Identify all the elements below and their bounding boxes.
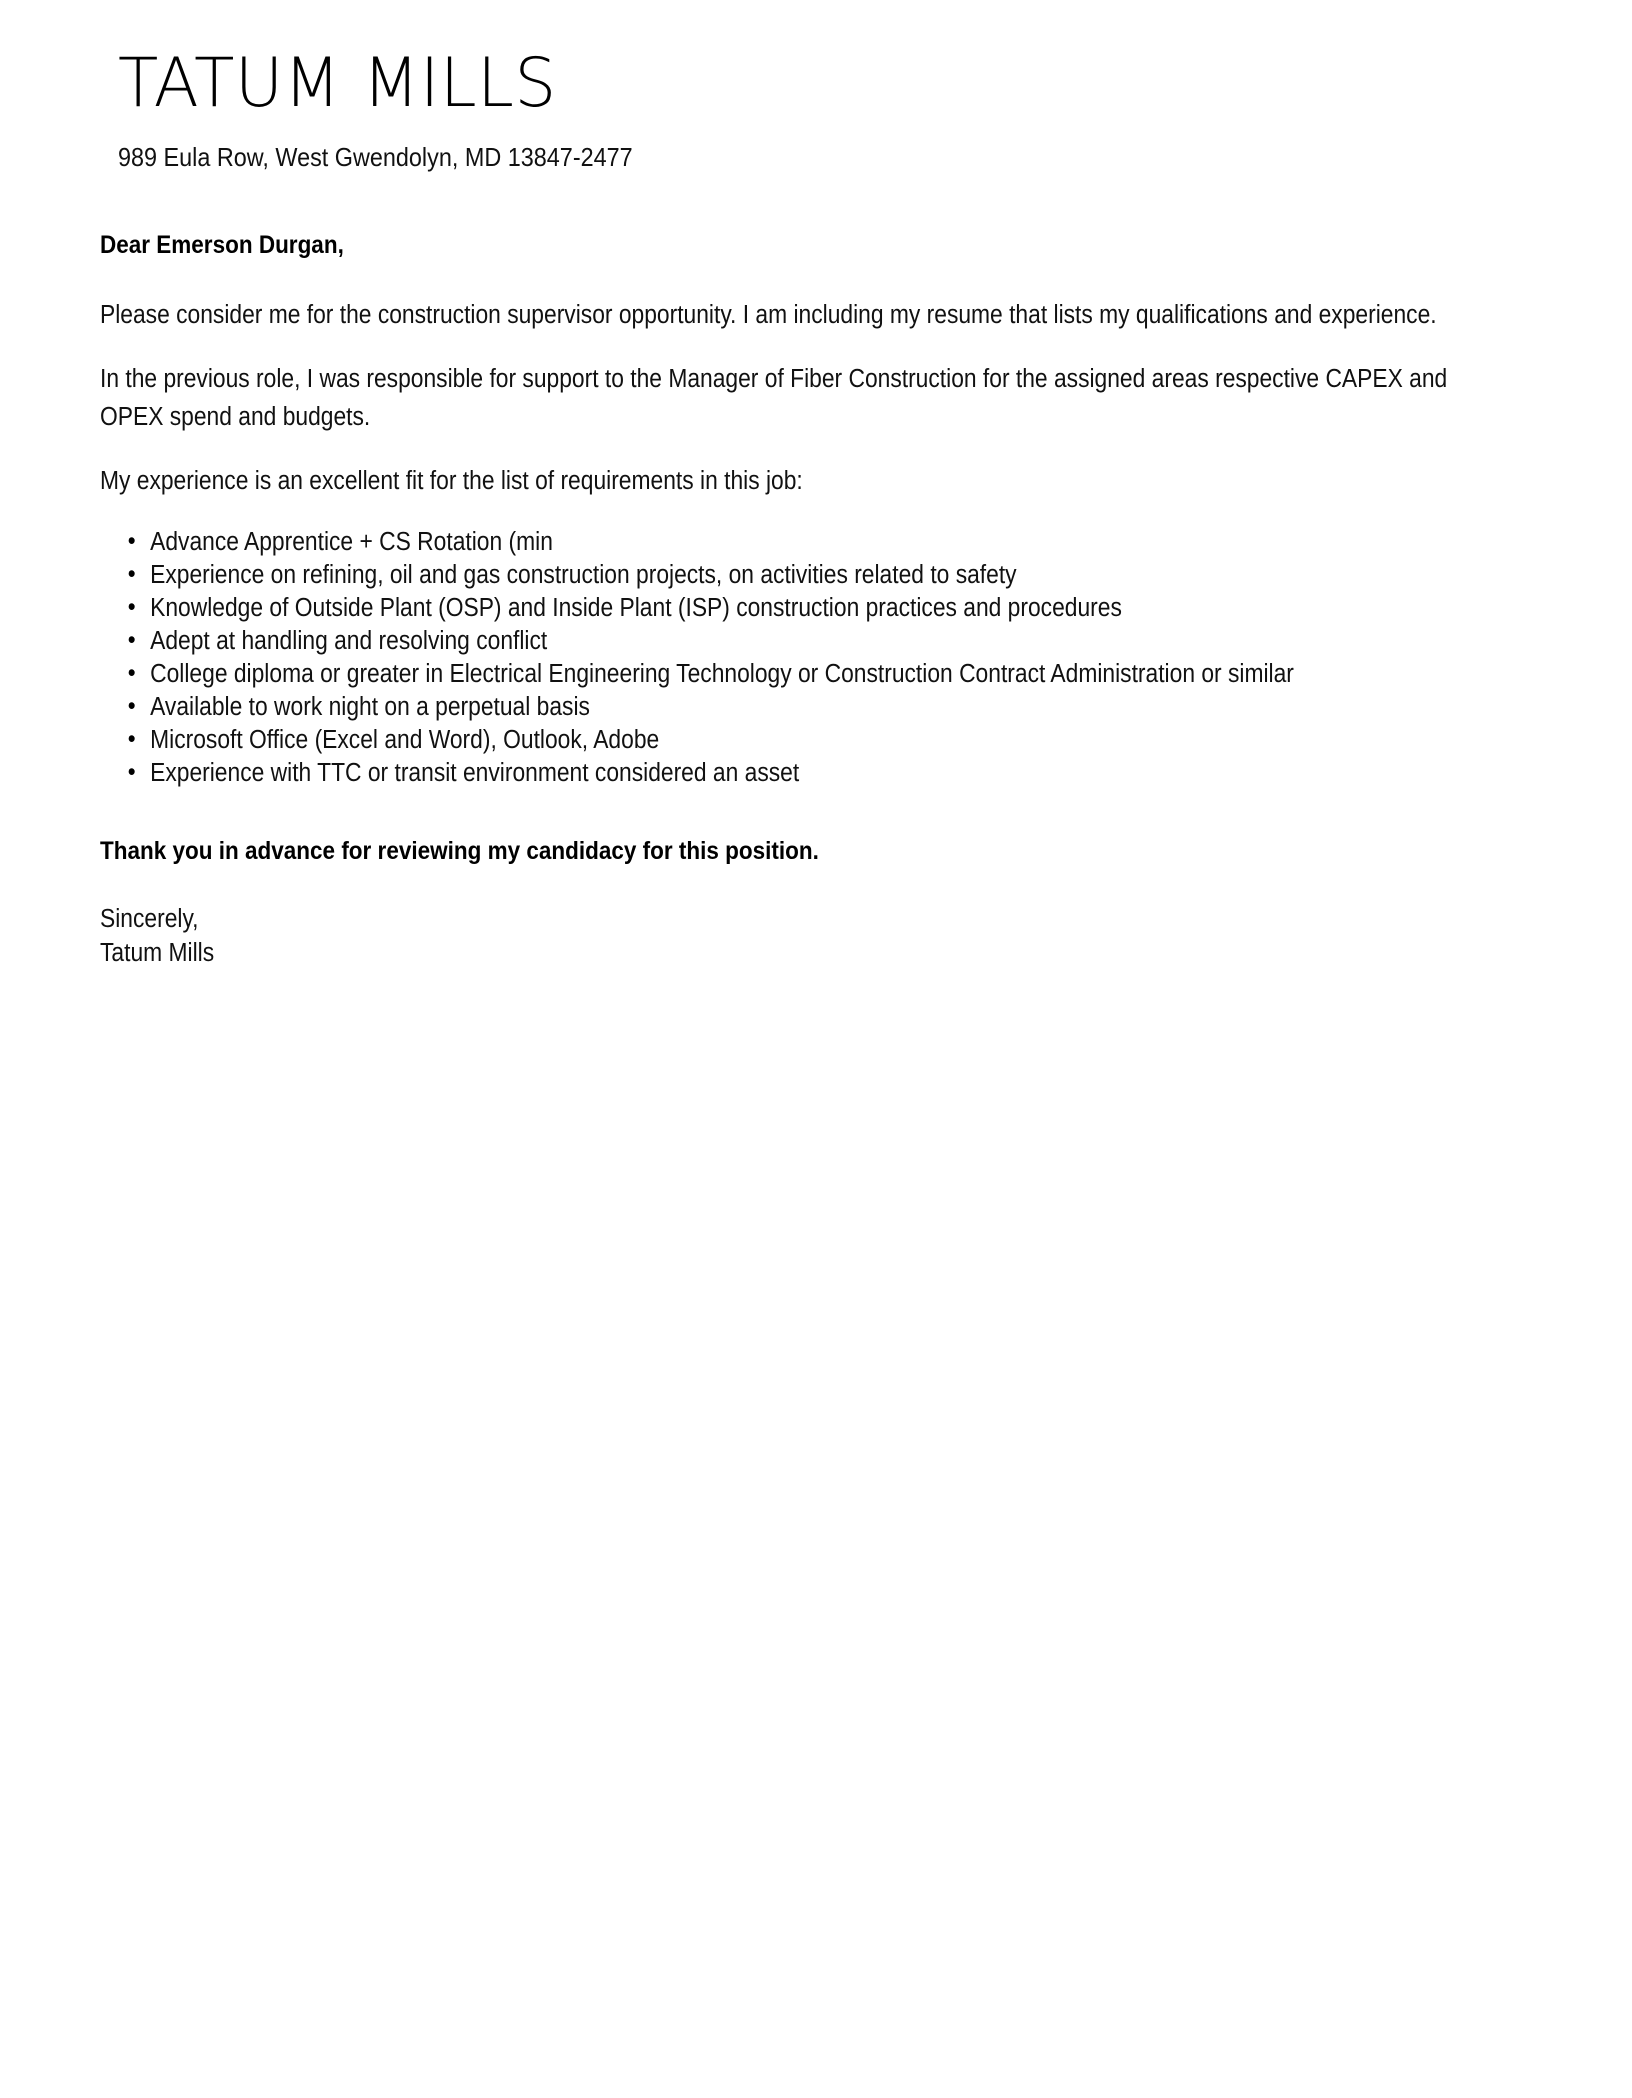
signature-name: Tatum Mills bbox=[100, 939, 215, 967]
list-item: • Knowledge of Outside Plant (OSP) and Inside Plant (ISP) construction practices and procedures bbox=[100, 592, 1483, 625]
list-item: • Available to work night on a perpetual basis bbox=[100, 691, 1483, 724]
body-paragraph-1: Please consider me for the construction supervisor opportunity. I am including my resume that lists my qualifications and experience. bbox=[100, 301, 1437, 329]
signoff-salutation: Sincerely, bbox=[100, 905, 199, 933]
page-title: TATUM MILLS bbox=[118, 44, 557, 123]
salutation: Dear Emerson Durgan, bbox=[100, 231, 344, 259]
requirements-list bbox=[100, 526, 1483, 790]
list-item: • Advance Apprentice + CS Rotation (min bbox=[100, 526, 1483, 559]
list-item: • Microsoft Office (Excel and Word), Outlook, Adobe bbox=[100, 724, 1483, 757]
list-item: • College diploma or greater in Electrical Engineering Technology or Construction Contract Administration or similar bbox=[100, 658, 1483, 691]
body-paragraph-2: In the previous role, I was responsible for support to the Manager of Fiber Construction for the assigned areas respective CAPEX and OPEX spend and budgets. bbox=[100, 365, 1448, 431]
address-line: 989 Eula Row, West Gwendolyn, MD 13847-2477 bbox=[118, 142, 633, 172]
letterhead bbox=[118, 46, 1478, 174]
closing-thanks: Thank you in advance for reviewing my candidacy for this position. bbox=[100, 837, 819, 865]
signoff-block bbox=[100, 902, 1483, 970]
list-item: • Experience with TTC or transit environment considered an asset bbox=[100, 757, 1483, 790]
letter-body bbox=[100, 228, 1486, 970]
body-paragraph-3: My experience is an excellent fit for the list of requirements in this job: bbox=[100, 467, 803, 495]
list-item: • Experience on refining, oil and gas construction projects, on activities related to safety bbox=[100, 559, 1483, 592]
list-item: • Adept at handling and resolving conflict bbox=[100, 625, 1483, 658]
